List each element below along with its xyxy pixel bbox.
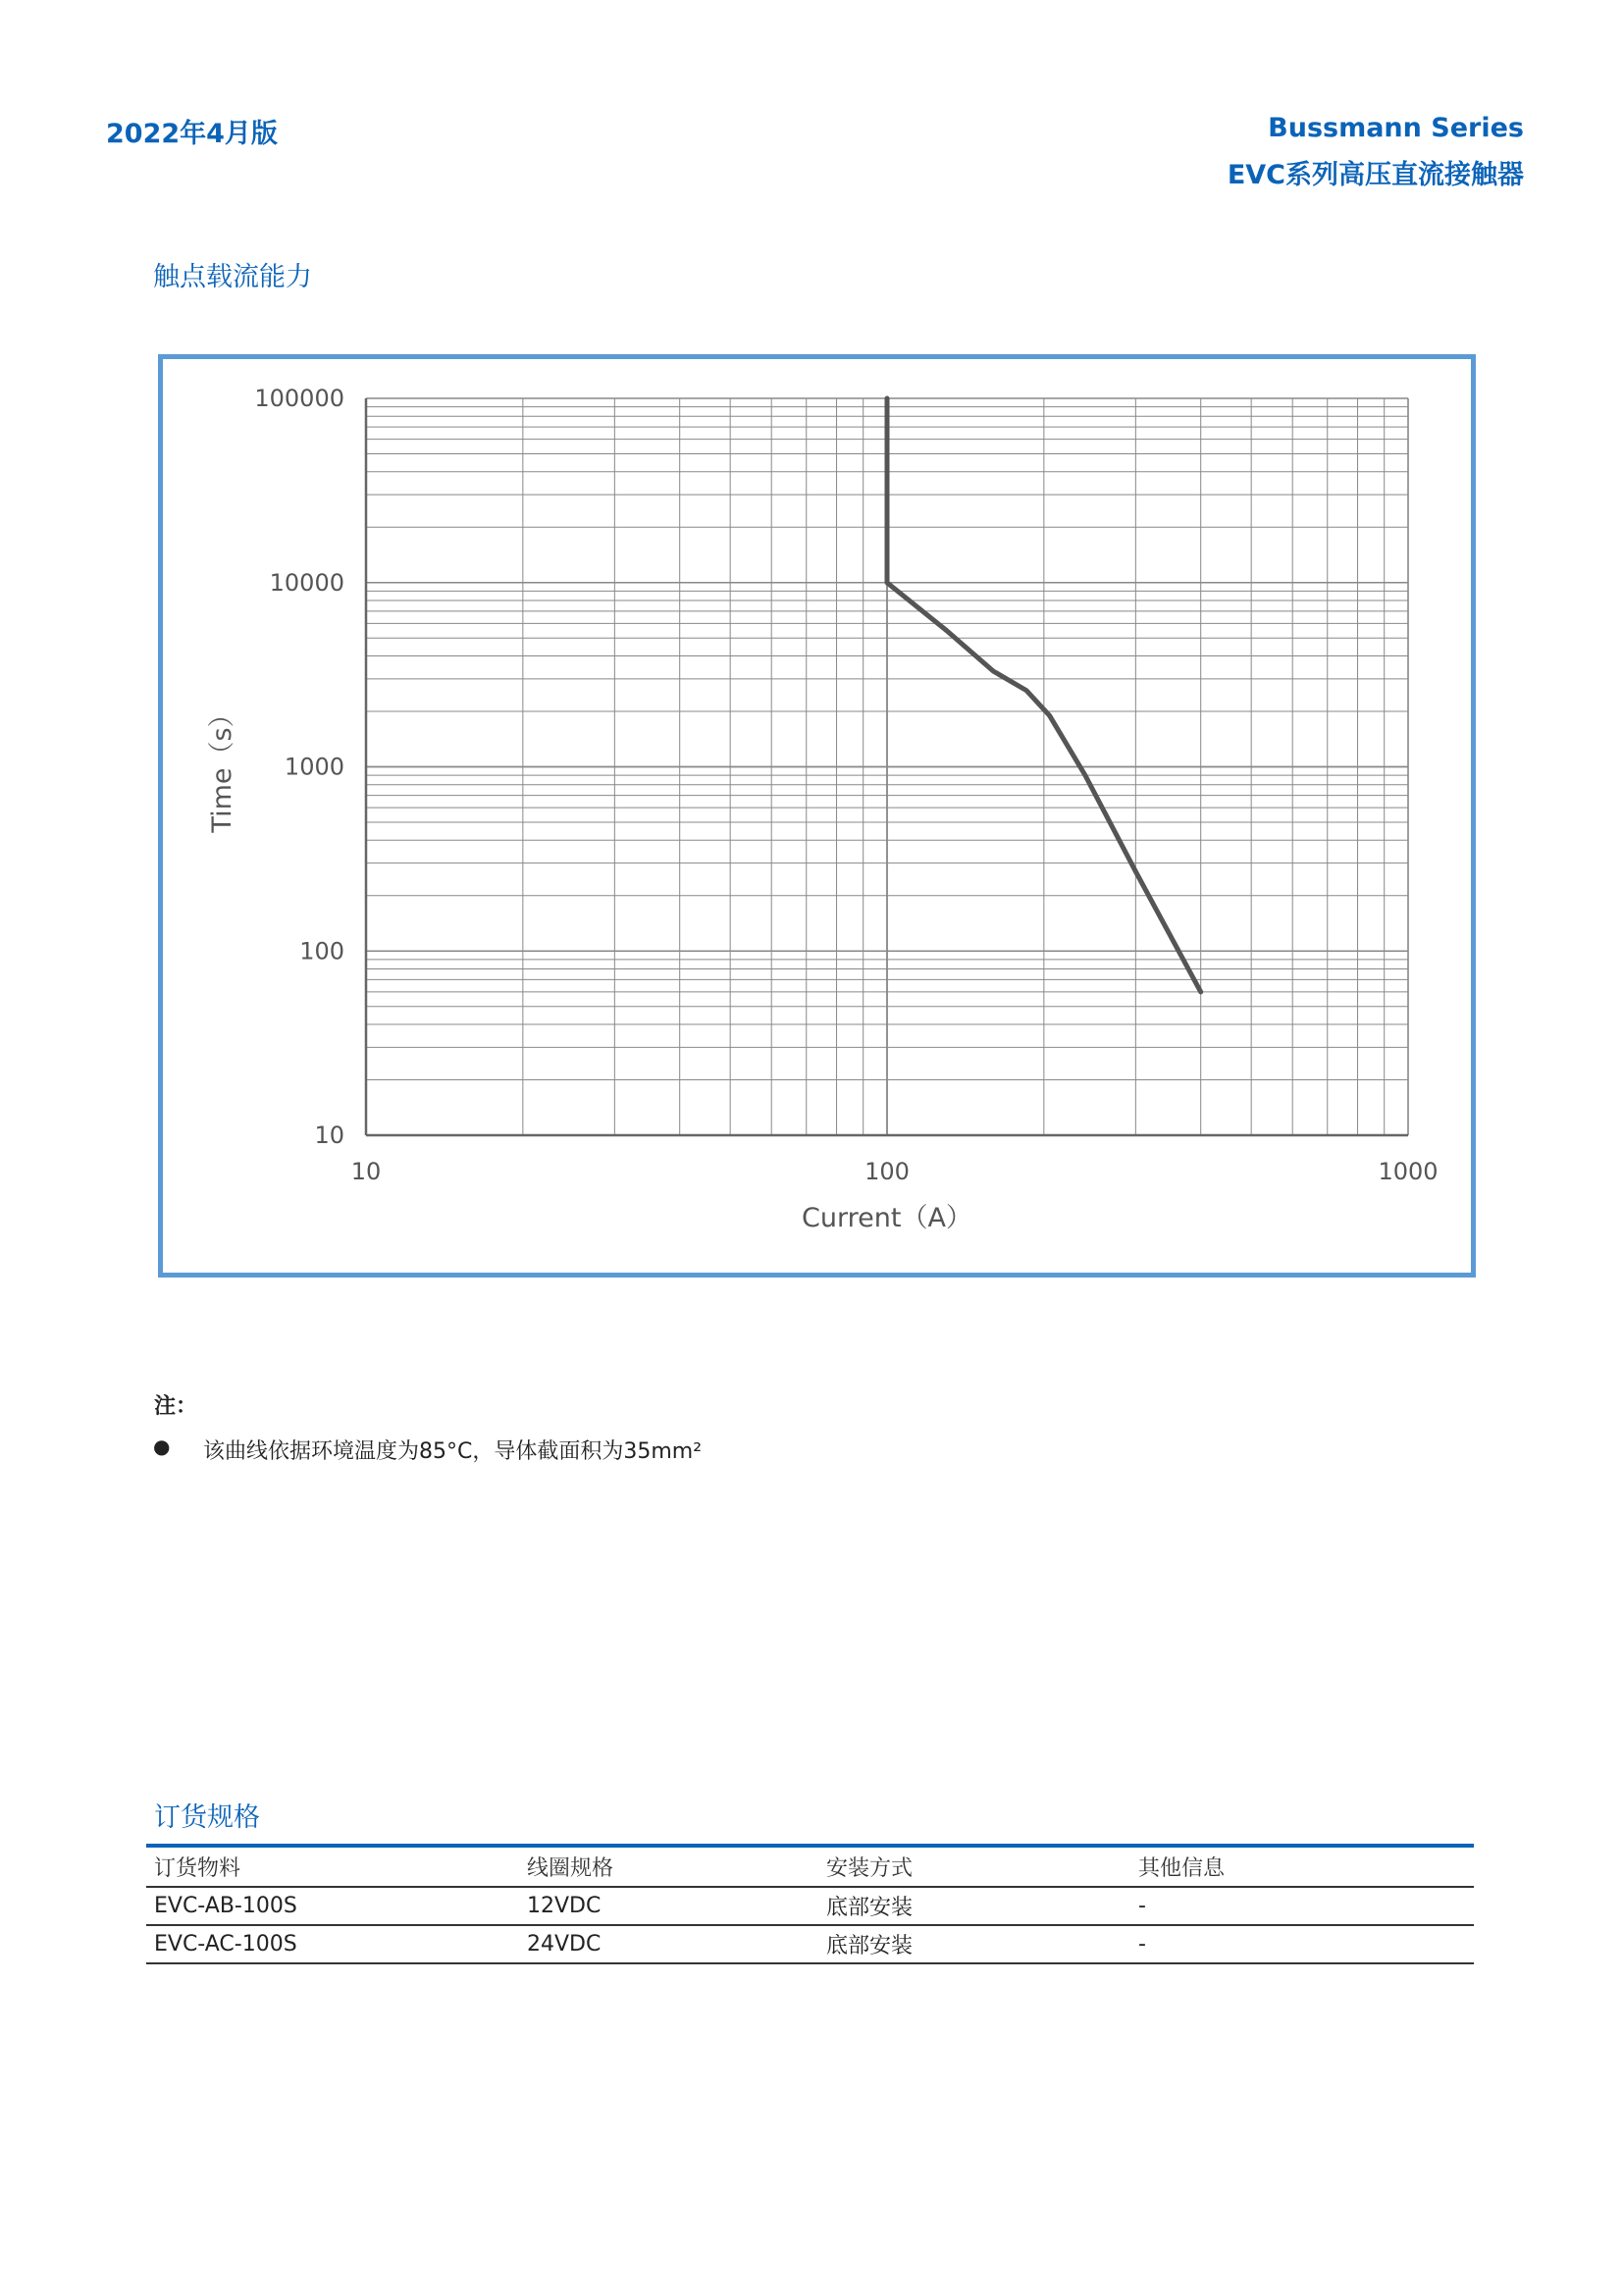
x-tick-label: 10: [350, 1158, 382, 1185]
cell-other: -: [1130, 1887, 1474, 1925]
product-family: EVC系列高压直流接触器: [1227, 160, 1524, 190]
ordering-table: [146, 1844, 1474, 1964]
y-tick-label: 10: [314, 1122, 344, 1149]
x-tick-label: 1000: [1378, 1158, 1439, 1185]
cell-material: EVC-AC-100S: [146, 1925, 519, 1963]
edition-date: 2022年4月版: [106, 119, 278, 149]
cell-other: -: [1130, 1925, 1474, 1963]
cell-mounting: 底部安装: [818, 1887, 1130, 1925]
section-title-capacity: 触点载流能力: [153, 262, 312, 292]
brand-series: Bussmann Series: [1268, 113, 1524, 143]
chart-frame: [158, 354, 1476, 1278]
brand-block: [1228, 105, 1524, 199]
cell-coil: 12VDC: [519, 1887, 818, 1925]
y-tick-label: 100: [299, 937, 344, 965]
carrying-capacity-chart: [163, 359, 1471, 1273]
note-title: 注：: [154, 1394, 198, 1419]
column-header-coil: 线圈规格: [519, 1846, 818, 1887]
x-axis-label: Current（A）: [802, 1203, 972, 1233]
column-header-material: 订货物料: [146, 1846, 519, 1887]
bullet-icon: ●: [153, 1435, 171, 1458]
note-item: 该曲线依据环境温度为85°C，导体截面积为35mm²: [203, 1439, 703, 1464]
x-tick-label: 100: [864, 1158, 910, 1185]
y-tick-label: 100000: [254, 385, 344, 412]
y-axis-label: Time（s）: [207, 701, 237, 833]
table-header-row: [146, 1846, 1474, 1887]
table-row: [146, 1925, 1474, 1963]
cell-coil: 24VDC: [519, 1925, 818, 1963]
y-tick-label: 1000: [284, 753, 344, 781]
cell-material: EVC-AB-100S: [146, 1887, 519, 1925]
y-tick-label: 10000: [269, 568, 344, 597]
column-header-mounting: 安装方式: [818, 1846, 1130, 1887]
column-header-other: 其他信息: [1130, 1846, 1474, 1887]
cell-mounting: 底部安装: [818, 1925, 1130, 1963]
section-title-ordering: 订货规格: [154, 1802, 260, 1833]
table-row: [146, 1887, 1474, 1925]
